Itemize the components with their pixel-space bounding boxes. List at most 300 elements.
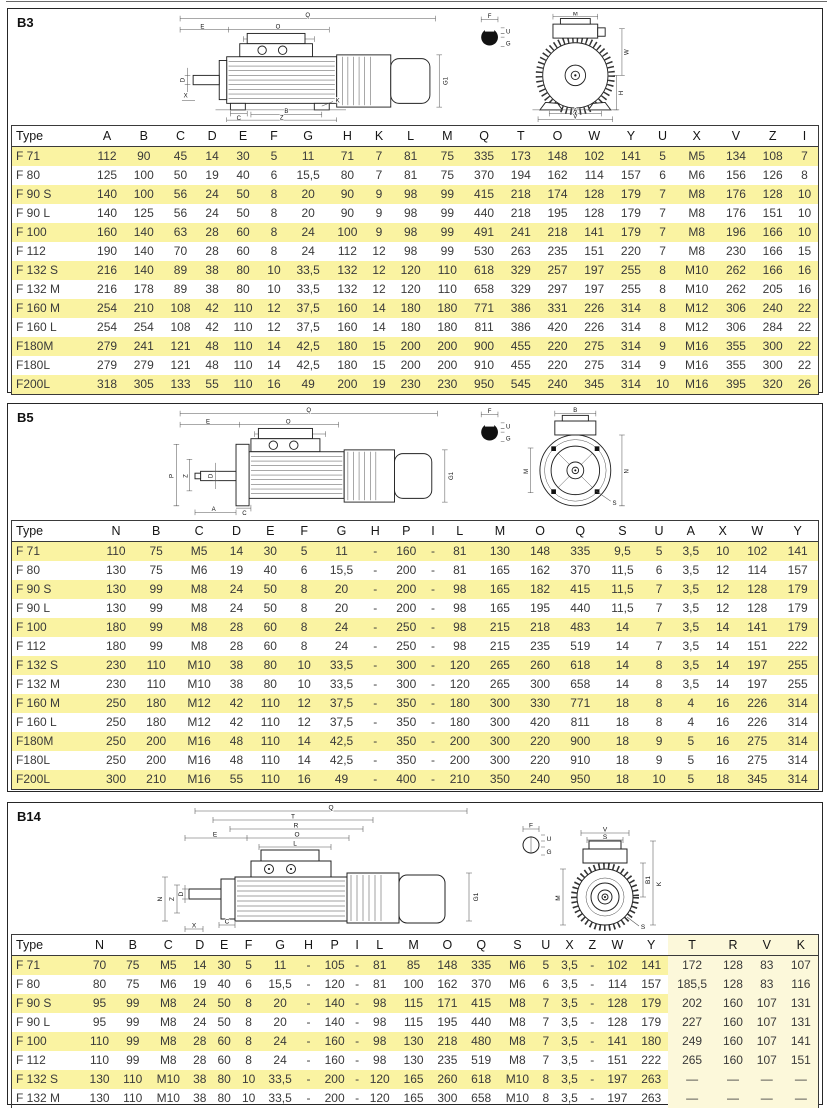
cell: 9 xyxy=(366,223,393,242)
cell: 8 xyxy=(645,656,674,675)
cell: 3,5 xyxy=(682,677,700,691)
cell: 48 xyxy=(229,753,244,767)
cell: 284 xyxy=(762,320,783,334)
cell: 176 xyxy=(718,185,755,204)
column-header: D xyxy=(199,126,226,147)
cell-type: F 100 xyxy=(12,223,89,242)
cell: 910 xyxy=(474,358,495,372)
cell: 15 xyxy=(797,244,812,258)
cell: 179 xyxy=(777,618,818,637)
svg-text:S: S xyxy=(612,500,617,507)
cell: 5 xyxy=(674,770,709,790)
cell: 200 xyxy=(449,753,470,767)
cell: 7 xyxy=(655,601,663,615)
column-header: X xyxy=(708,521,737,542)
cell: 33,5 xyxy=(287,261,329,280)
cell: M5 xyxy=(176,542,222,562)
cell: - xyxy=(584,1032,600,1051)
cell: 180 xyxy=(429,299,466,318)
cell-type: F 132 S xyxy=(12,656,96,675)
cell: 197 xyxy=(607,1091,628,1105)
table-row xyxy=(12,185,819,204)
cell: 80 xyxy=(212,1070,236,1089)
cell: 9 xyxy=(366,185,393,204)
cell: - xyxy=(373,563,378,577)
column-header: T xyxy=(668,935,716,956)
cell: 80 xyxy=(236,282,250,296)
cell: 9,5 xyxy=(600,542,644,562)
cell: 658 xyxy=(570,677,591,691)
cell: 50 xyxy=(212,994,236,1013)
cell: 179 xyxy=(641,1015,662,1029)
cell: - xyxy=(426,618,439,637)
cell: 3,5 xyxy=(561,1015,578,1029)
cell: 618 xyxy=(464,1070,498,1089)
cell: 179 xyxy=(777,580,818,599)
section-label-b5: B5 xyxy=(17,410,34,425)
cell: 314 xyxy=(777,732,818,751)
cell: M10 xyxy=(176,656,222,675)
cell: 157 xyxy=(620,168,641,182)
cell: 350 xyxy=(386,732,426,751)
b3-drawing-svg xyxy=(135,12,695,122)
cell: 254 xyxy=(133,320,154,334)
cell: 80 xyxy=(92,977,107,991)
cell: 24 xyxy=(193,1015,207,1029)
cell: 185,5 xyxy=(668,975,716,994)
cell: 4 xyxy=(674,694,709,713)
cell: 115 xyxy=(397,994,431,1013)
cell: 5 xyxy=(290,542,319,562)
cell: 5 xyxy=(236,956,260,976)
cell: 120 xyxy=(449,677,470,691)
cell: - xyxy=(299,1070,317,1089)
svg-text:K: K xyxy=(335,98,340,105)
cell: 38 xyxy=(205,282,219,296)
cell: 205 xyxy=(762,282,783,296)
cell: 121 xyxy=(162,337,199,356)
cell: 300 xyxy=(480,694,520,713)
svg-text:U: U xyxy=(546,836,552,843)
svg-text:O: O xyxy=(275,24,281,31)
svg-text:L: L xyxy=(293,840,297,848)
cell: - xyxy=(590,977,595,991)
column-header: B xyxy=(136,521,176,542)
cell: 491 xyxy=(466,223,503,242)
cell: 218 xyxy=(430,1032,464,1051)
cell: 80 xyxy=(217,1091,231,1105)
cell: 22 xyxy=(797,358,812,372)
cell: 230 xyxy=(106,677,127,691)
table-row xyxy=(12,599,819,618)
cell: 12 xyxy=(372,282,386,296)
cell-type: F 90 S xyxy=(12,185,89,204)
column-header: U xyxy=(537,935,555,956)
cell: - xyxy=(364,580,386,599)
cell: 218 xyxy=(520,618,560,637)
cell: 8 xyxy=(542,1091,550,1105)
cell: 6 xyxy=(655,563,663,577)
b5-shaft-detail xyxy=(481,409,511,443)
table-row xyxy=(12,542,819,562)
cell: 98 xyxy=(392,223,429,242)
cell: M8 xyxy=(509,1053,526,1067)
cell-type: F200L xyxy=(12,375,89,395)
svg-text:Q: Q xyxy=(306,408,312,415)
cell: 112 xyxy=(337,244,357,258)
cell: 28 xyxy=(193,1053,207,1067)
cell: 12 xyxy=(267,320,281,334)
svg-text:A: A xyxy=(211,506,216,513)
cell: 197 xyxy=(747,677,768,691)
column-header: F xyxy=(236,935,260,956)
cell: M16 xyxy=(676,375,718,395)
cell: 110 xyxy=(429,261,466,280)
cell: 75 xyxy=(149,563,163,577)
cell-type: F 132 M xyxy=(16,677,61,691)
svg-text:V: V xyxy=(573,114,578,121)
column-header: E xyxy=(251,521,290,542)
cell: 180 xyxy=(146,715,167,729)
cell: 99 xyxy=(149,639,163,653)
svg-text:Z: Z xyxy=(279,115,284,122)
column-header: Q xyxy=(464,935,498,956)
column-header: P xyxy=(386,521,426,542)
column-header-type: Type xyxy=(12,935,83,956)
column-header: I xyxy=(791,126,818,147)
column-header: C xyxy=(162,126,199,147)
cell: 10 xyxy=(236,1070,260,1089)
cell: 160 xyxy=(329,299,366,318)
cell: - xyxy=(431,677,435,691)
svg-text:P: P xyxy=(169,473,176,479)
cell: 10 xyxy=(708,542,737,562)
cell: 128 xyxy=(737,580,777,599)
cell: 70 xyxy=(83,956,117,976)
cell: — xyxy=(750,1089,784,1108)
cell: 305 xyxy=(125,375,162,395)
cell: M10 xyxy=(149,1070,188,1089)
cell: 222 xyxy=(787,639,808,653)
cell: 125 xyxy=(97,168,118,182)
cell: 330 xyxy=(520,694,560,713)
cell: 8 xyxy=(290,618,319,637)
cell: 131 xyxy=(784,1013,819,1032)
cell: 530 xyxy=(474,244,495,258)
svg-text:D: D xyxy=(178,891,185,897)
cell: 120 xyxy=(369,1091,390,1105)
cell: 14 xyxy=(615,677,630,691)
b5-technical-drawing xyxy=(8,404,822,520)
svg-text:U: U xyxy=(506,29,511,36)
cell: 98 xyxy=(373,1015,387,1029)
cell: 8 xyxy=(270,244,278,258)
svg-text:G1: G1 xyxy=(449,471,456,481)
cell: 350 xyxy=(480,770,520,790)
cell: 230 xyxy=(392,375,429,395)
cell: M6 xyxy=(509,977,526,991)
b3-side-view xyxy=(180,13,450,122)
svg-text:C: C xyxy=(224,918,230,926)
cell: - xyxy=(306,1015,311,1029)
cell: M10 xyxy=(156,1091,180,1105)
cell: 166 xyxy=(762,244,783,258)
cell: 20 xyxy=(273,1015,287,1029)
cell: 98 xyxy=(440,618,480,637)
column-header: D xyxy=(222,521,251,542)
cell: 37,5 xyxy=(287,299,329,318)
cell: 275 xyxy=(737,732,777,751)
cell: 160 xyxy=(89,223,126,242)
b5-end-view xyxy=(524,408,631,507)
cell: 75 xyxy=(440,168,455,182)
cell: 8 xyxy=(300,639,308,653)
cell: - xyxy=(373,715,378,729)
cell: 110 xyxy=(136,656,176,675)
table-row xyxy=(12,356,819,375)
column-header: M xyxy=(397,935,431,956)
svg-text:E: E xyxy=(200,24,205,31)
cell: 50 xyxy=(251,580,290,599)
cell: 300 xyxy=(754,337,791,356)
cell: 3,5 xyxy=(674,580,709,599)
cell: 63 xyxy=(162,223,199,242)
cell: 4 xyxy=(687,715,695,729)
svg-text:N: N xyxy=(624,469,631,474)
cell: 220 xyxy=(620,244,641,258)
cell: 105 xyxy=(318,956,352,976)
cell: 300 xyxy=(489,753,510,767)
cell: 95 xyxy=(92,1015,107,1029)
cell: 33,5 xyxy=(268,1091,292,1105)
cell: - xyxy=(426,656,439,675)
cell: 33,5 xyxy=(261,1070,300,1089)
column-header: F xyxy=(290,521,319,542)
table-row xyxy=(12,656,819,675)
column-header: Q xyxy=(466,126,503,147)
cell: 89 xyxy=(162,261,199,280)
cell: 220 xyxy=(539,337,576,356)
b3-end-view xyxy=(532,12,630,122)
cell: 171 xyxy=(430,994,464,1013)
column-header: P xyxy=(318,935,352,956)
cell: 314 xyxy=(620,358,641,372)
cell: 7 xyxy=(645,618,674,637)
table-row xyxy=(12,280,819,299)
column-header: R xyxy=(716,935,750,956)
cell: 249 xyxy=(668,1032,716,1051)
column-header: W xyxy=(600,935,634,956)
svg-text:E: E xyxy=(212,831,218,839)
column-header: M xyxy=(429,126,466,147)
cell: 99 xyxy=(116,1032,149,1051)
cell: 162 xyxy=(530,563,551,577)
cell: 7 xyxy=(542,1015,550,1029)
column-header: U xyxy=(645,521,674,542)
cell: 10 xyxy=(290,656,319,675)
cell: 6 xyxy=(270,168,278,182)
b5-side-view xyxy=(170,408,456,517)
cell-type: F 132 S xyxy=(12,261,89,280)
svg-text:T: T xyxy=(291,813,295,821)
table-row xyxy=(12,675,819,694)
table-row xyxy=(12,1070,819,1089)
cell: 9 xyxy=(655,753,663,767)
cell: 99 xyxy=(429,223,466,242)
cell: M5 xyxy=(149,956,188,976)
cell: - xyxy=(364,770,386,790)
table-row xyxy=(12,147,819,167)
cell: 130 xyxy=(397,1032,431,1051)
table-row xyxy=(12,223,819,242)
cell: 900 xyxy=(466,337,503,356)
cell: 14 xyxy=(372,320,386,334)
cell: 75 xyxy=(429,147,466,167)
cell: 98 xyxy=(403,206,418,220)
cell: 218 xyxy=(539,223,576,242)
cell: 15 xyxy=(372,358,386,372)
cell: 100 xyxy=(329,223,366,242)
cell: 618 xyxy=(466,261,503,280)
cell: 200 xyxy=(136,732,176,751)
cell: 250 xyxy=(106,715,127,729)
cell: 37,5 xyxy=(319,694,365,713)
cell: 240 xyxy=(754,299,791,318)
cell: 12 xyxy=(372,244,386,258)
cell: 220 xyxy=(530,753,551,767)
column-header: V xyxy=(718,126,755,147)
cell: 24 xyxy=(334,639,349,653)
cell: 99 xyxy=(126,1015,140,1029)
cell: 300 xyxy=(437,1091,458,1105)
cell-type: F 100 xyxy=(12,618,96,637)
column-header: N xyxy=(83,935,117,956)
cell: 60 xyxy=(236,244,250,258)
cell: 50 xyxy=(173,168,188,182)
cell: 24 xyxy=(188,994,212,1013)
cell: 151 xyxy=(762,206,783,220)
cell: 275 xyxy=(747,753,768,767)
cell: 5 xyxy=(687,753,695,767)
cell: - xyxy=(431,639,435,653)
cell: 33,5 xyxy=(319,656,365,675)
cell: 415 xyxy=(466,185,503,204)
cell: 110 xyxy=(83,1032,117,1051)
b14-shaft-detail xyxy=(523,823,552,857)
cell: 235 xyxy=(530,639,551,653)
cell: 14 xyxy=(297,753,311,767)
cell: 222 xyxy=(641,1053,662,1067)
cell: 14 xyxy=(366,299,393,318)
cell: 19 xyxy=(366,375,393,395)
cell: 314 xyxy=(787,753,808,767)
cell: 90 xyxy=(329,185,366,204)
cell: — xyxy=(784,1089,819,1108)
cell: 279 xyxy=(133,358,154,372)
cell: — xyxy=(784,1070,819,1089)
cell: 110 xyxy=(89,1053,110,1067)
cell: 9 xyxy=(649,337,676,356)
cell: 7 xyxy=(659,206,666,220)
svg-text:A: A xyxy=(573,108,578,115)
cell: 151 xyxy=(607,1053,628,1067)
svg-text:H: H xyxy=(618,90,625,96)
column-header: G xyxy=(287,126,329,147)
cell: 197 xyxy=(576,261,613,280)
cell: 18 xyxy=(600,770,644,790)
cell: 14 xyxy=(222,542,251,562)
cell: 11 xyxy=(319,542,365,562)
cell: 180 xyxy=(400,320,421,334)
svg-text:O: O xyxy=(294,831,300,839)
cell: 133 xyxy=(162,375,199,395)
cell: 8 xyxy=(245,1015,252,1029)
cell: - xyxy=(590,1015,595,1029)
cell: 81 xyxy=(440,542,480,562)
cell: 24 xyxy=(222,580,251,599)
cell: 8 xyxy=(245,1053,252,1067)
cell: 14 xyxy=(290,732,319,751)
cell: - xyxy=(431,715,435,729)
cell: 157 xyxy=(641,977,662,991)
cell-type: F 132 M xyxy=(16,282,61,296)
cell: 26 xyxy=(791,375,818,395)
cell: 318 xyxy=(89,375,126,395)
cell: 166 xyxy=(754,261,791,280)
cell: 202 xyxy=(668,994,716,1013)
cell-type: F 160 M xyxy=(12,694,96,713)
cell: 160 xyxy=(324,1053,345,1067)
cell: 200 xyxy=(396,563,417,577)
column-header: K xyxy=(784,935,819,956)
cell: 5 xyxy=(261,147,288,167)
cell: 11,5 xyxy=(600,580,644,599)
cell: 98 xyxy=(392,185,429,204)
cell: 771 xyxy=(466,299,503,318)
cell: 314 xyxy=(777,770,818,790)
b3-shaft-detail xyxy=(481,14,511,48)
cell: 80 xyxy=(225,261,260,280)
cell: 300 xyxy=(489,715,510,729)
cell: 110 xyxy=(233,358,253,372)
cell: 130 xyxy=(96,580,136,599)
svg-text:W: W xyxy=(624,49,631,55)
section-label-b3: B3 xyxy=(17,15,34,30)
cell-type: F180M xyxy=(12,732,96,751)
cell: 40 xyxy=(236,168,250,182)
cell: - xyxy=(426,542,439,562)
cell: 420 xyxy=(530,715,551,729)
column-header: L xyxy=(363,935,397,956)
table-row xyxy=(12,770,819,790)
cell: 230 xyxy=(429,375,466,395)
cell: 195 xyxy=(437,1015,458,1029)
cell: 455 xyxy=(510,358,531,372)
cell: 160 xyxy=(716,994,750,1013)
cell: 128 xyxy=(716,956,750,976)
column-header: H xyxy=(329,126,366,147)
cell: 9 xyxy=(375,206,383,220)
cell: 151 xyxy=(747,639,768,653)
table-row xyxy=(12,1089,819,1108)
cell: 99 xyxy=(126,1053,140,1067)
cell: 89 xyxy=(173,282,188,296)
table-row xyxy=(12,299,819,318)
column-header: H xyxy=(364,521,386,542)
b5-drawing-svg xyxy=(135,407,695,517)
cell: 200 xyxy=(437,358,458,372)
svg-text:D: D xyxy=(180,77,187,83)
